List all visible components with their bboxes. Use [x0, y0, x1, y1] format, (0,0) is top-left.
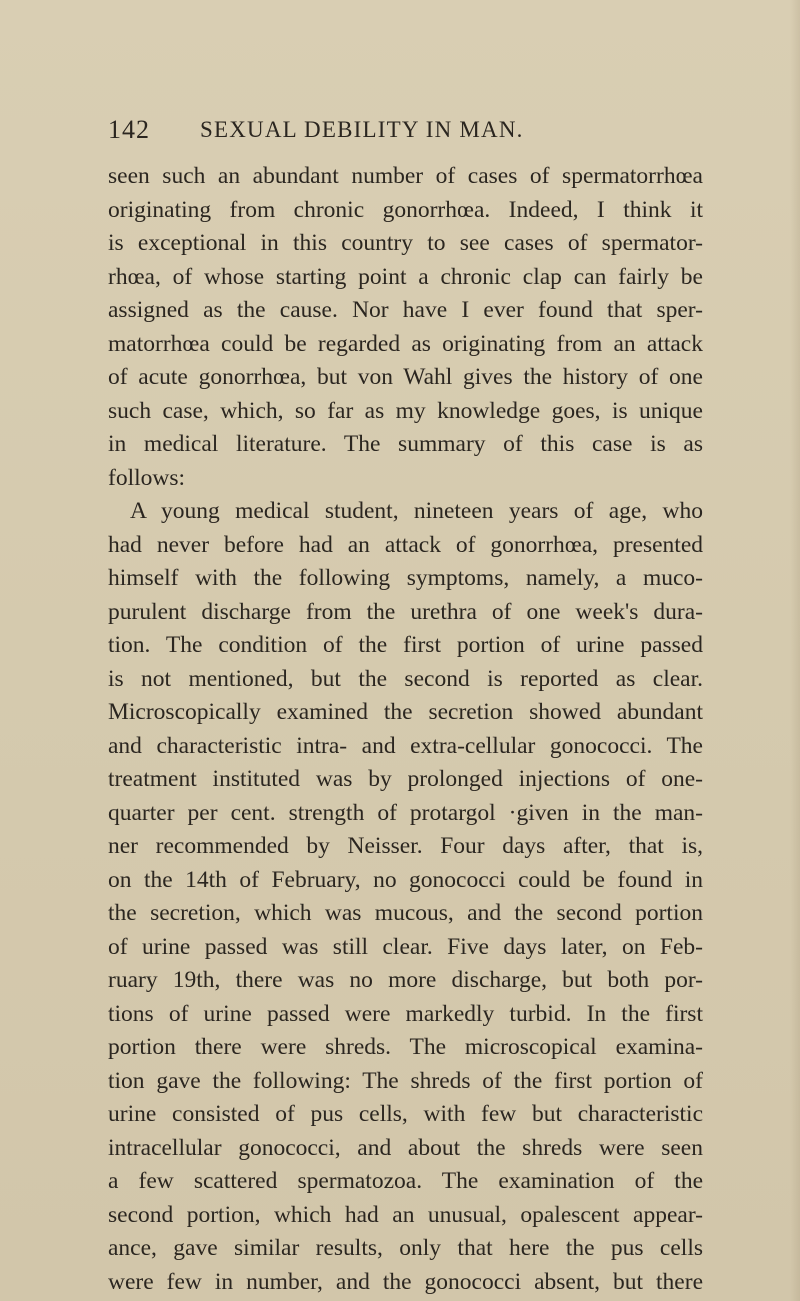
text-line: tion gave the following: The shreds of the first portion of	[108, 1067, 703, 1094]
text-line: portion there were shreds. The microscopical examina-	[108, 1034, 703, 1060]
text-line: assigned as the cause. Nor have I ever found that sper-	[108, 297, 703, 323]
running-title: SEXUAL DEBILITY IN MAN.	[200, 117, 524, 142]
text-line: ruary 19th, there was no more discharge, but both por-	[108, 967, 703, 993]
text-line: originating from chronic gonorrhœa. Indeed, I think it	[108, 196, 703, 223]
text-line: were few in number, and the gonococci absent, but there	[108, 1268, 703, 1295]
text-line: himself with the following symptoms, namely, a muco-	[108, 565, 703, 591]
text-line: Microscopically examined the secretion showed abundant	[108, 699, 703, 725]
text-line: is not mentioned, but the second is reported as clear.	[108, 665, 703, 692]
text-line: rhœa, of whose starting point a chronic clap can fairly be	[108, 263, 703, 290]
text-line: purulent discharge from the urethra of one week's dura-	[108, 598, 703, 625]
text-line: second portion, which had an unusual, opalescent appear-	[108, 1201, 703, 1228]
text-line: of urine passed was still clear. Five days later, on Feb-	[108, 933, 703, 960]
text-line: intracellular gonococci, and about the shreds were seen	[108, 1134, 703, 1161]
paragraph-first-line: A young medical student, nineteen years of age, who	[130, 498, 703, 524]
text-line: treatment instituted was by prolonged injections of one-	[108, 766, 703, 792]
text-line: quarter per cent. strength of protargol ·given in the man-	[108, 799, 703, 826]
text-line: such case, which, so far as my knowledge goes, is unique	[108, 397, 703, 424]
text-line: tions of urine passed were markedly turbid. In the first	[108, 1000, 703, 1027]
text-line: and characteristic intra- and extra-cellular gonococci. The	[108, 732, 703, 759]
text-line: a few scattered spermatozoa. The examination of the	[108, 1168, 703, 1194]
page-edge-shadow	[790, 0, 800, 1301]
text-line: is exceptional in this country to see cases of spermator-	[108, 230, 703, 256]
text-line: on the 14th of February, no gonococci could be found in	[108, 866, 703, 893]
text-line: the secretion, which was mucous, and the second portion	[108, 900, 703, 926]
text-line: in medical literature. The summary of this case is as	[108, 431, 703, 457]
text-line: matorrhœa could be regarded as originating from an attack	[108, 330, 703, 357]
text-line: ance, gave similar results, only that here the pus cells	[108, 1235, 703, 1261]
page-number: 142	[108, 115, 150, 144]
text-line: of acute gonorrhœa, but von Wahl gives the history of one	[108, 364, 703, 390]
text-line: ner recommended by Neisser. Four days after, that is,	[108, 833, 703, 859]
text-line: seen such an abundant number of cases of spermatorrhœa	[108, 163, 703, 189]
text-line: had never before had an attack of gonorrhœa, presented	[108, 531, 703, 558]
text-line: follows:	[108, 464, 186, 491]
text-line: tion. The condition of the first portion of urine passed	[108, 632, 703, 658]
text-line: urine consisted of pus cells, with few but characteristic	[108, 1101, 703, 1127]
body-text	[108, 160, 703, 1299]
running-head	[108, 110, 702, 150]
